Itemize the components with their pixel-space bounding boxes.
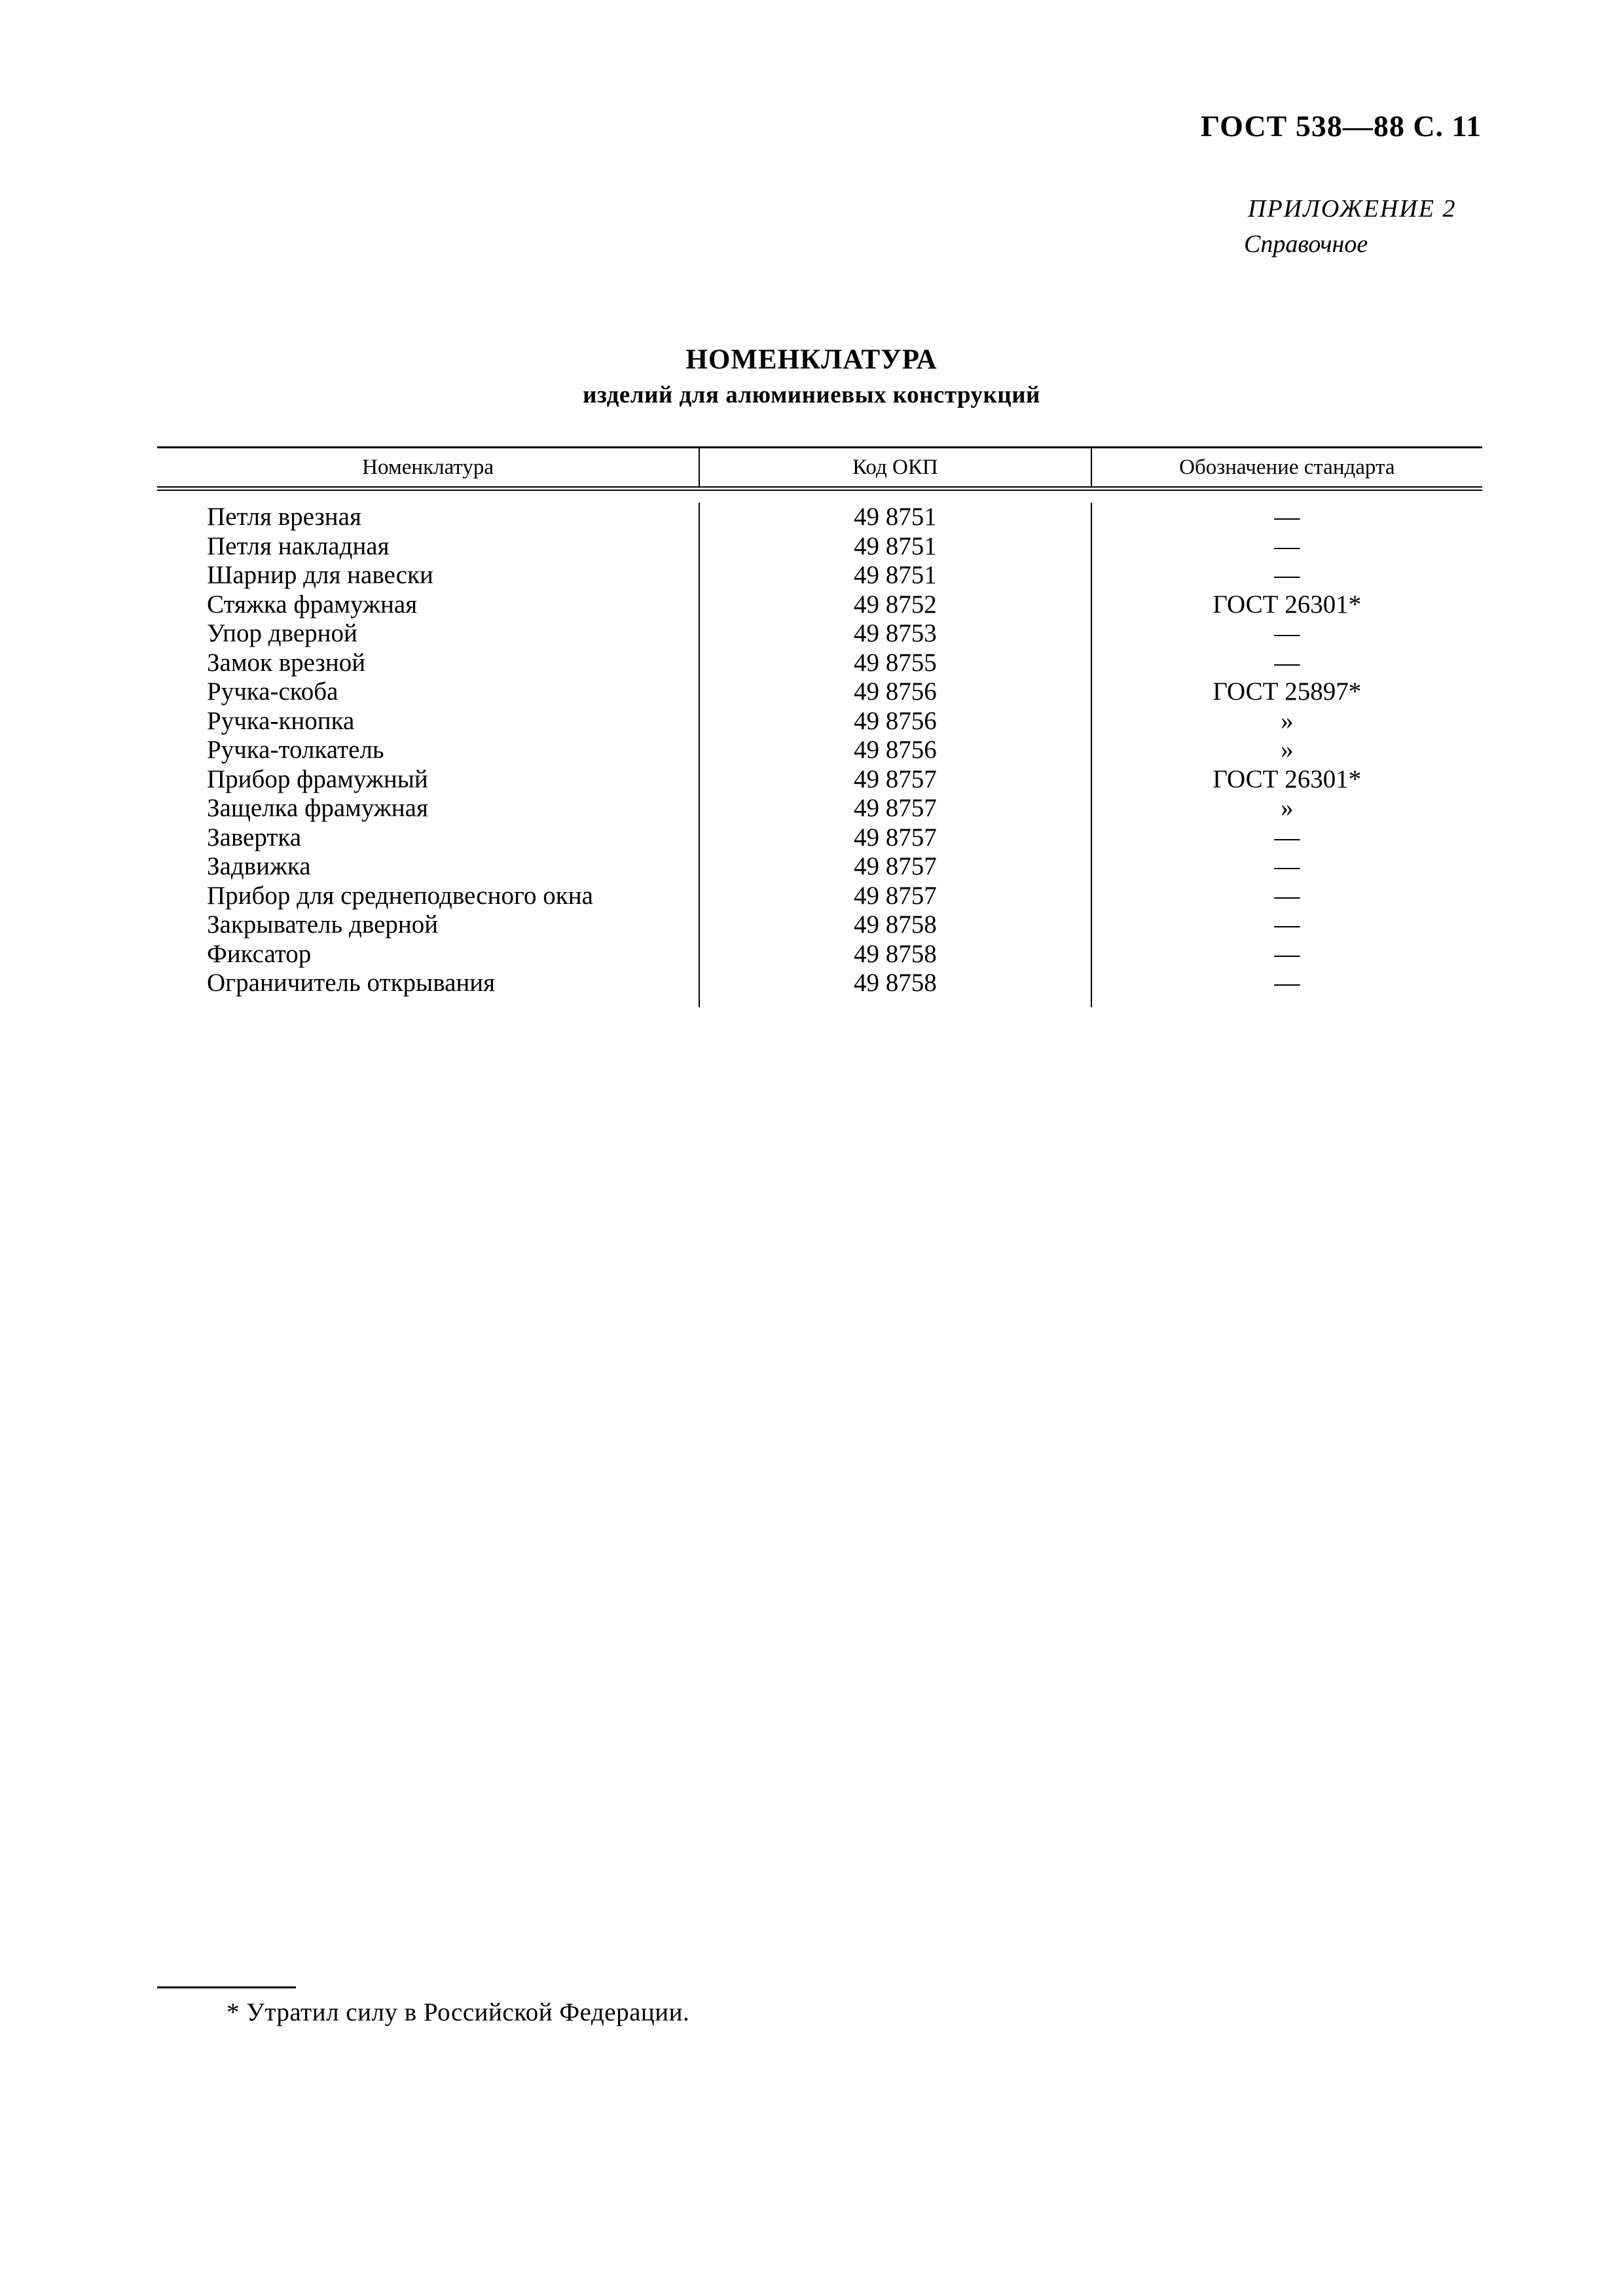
cell-okp-code: 49 8757 — [854, 823, 937, 852]
cell-nomenclature: Стяжка фрамужная — [207, 590, 418, 619]
footnote: * Утратил силу в Российской Федерации. — [227, 1998, 690, 2026]
appendix-number: ПРИЛОЖЕНИЕ 2 — [1248, 195, 1457, 223]
cell-nomenclature: Прибор фрамужный — [207, 764, 428, 793]
cell-nomenclature: Фиксатор — [207, 939, 312, 968]
cell-okp-code: 49 8756 — [854, 677, 937, 706]
cell-standard: — — [1274, 531, 1300, 560]
page-header: ГОСТ 538—88 С. 11 — [1200, 109, 1482, 143]
cell-okp-code: 49 8755 — [854, 648, 937, 677]
cell-nomenclature: Ручка-кнопка — [207, 706, 355, 735]
cell-standard: ГОСТ 25897* — [1213, 677, 1362, 706]
cell-okp-code: 49 8751 — [854, 561, 937, 589]
cell-nomenclature: Прибор для среднеподвесного окна — [207, 881, 593, 910]
document-subtitle: изделий для алюминиевых конструкций — [583, 382, 1040, 408]
cell-nomenclature: Задвижка — [207, 852, 311, 880]
cell-standard: — — [1274, 939, 1300, 968]
column-header-okp-code: Код ОКП — [699, 448, 1090, 486]
cell-nomenclature: Ручка-толкатель — [207, 736, 384, 764]
document-title: НОМЕНКЛАТУРА — [685, 344, 938, 375]
table-header-row — [157, 448, 1482, 486]
footnote-rule — [157, 1986, 296, 1988]
cell-okp-code: 49 8751 — [854, 531, 937, 560]
cell-okp-code: 49 8758 — [854, 969, 937, 997]
cell-nomenclature: Упор дверной — [207, 619, 357, 647]
cell-okp-code: 49 8752 — [854, 590, 937, 619]
cell-okp-code: 49 8758 — [854, 910, 937, 939]
cell-okp-code: 49 8756 — [854, 736, 937, 764]
cell-nomenclature: Ограничитель открывания — [207, 969, 496, 997]
cell-standard: — — [1274, 648, 1300, 677]
appendix-label — [1244, 191, 1457, 262]
title-block — [0, 342, 1623, 412]
cell-okp-code: 49 8751 — [854, 503, 937, 531]
column-okp-code — [699, 503, 1090, 1007]
column-nomenclature — [157, 503, 699, 1007]
cell-nomenclature: Ручка-скоба — [207, 677, 338, 706]
column-header-standard: Обозначение стандарта — [1091, 448, 1482, 486]
cell-okp-code: 49 8757 — [854, 764, 937, 793]
cell-okp-code: 49 8757 — [854, 852, 937, 880]
nomenclature-table — [157, 446, 1482, 1007]
table-body — [157, 491, 1482, 1007]
cell-nomenclature: Шарнир для навески — [207, 561, 433, 589]
appendix-kind: Справочное — [1244, 230, 1368, 258]
cell-standard: » — [1281, 736, 1294, 764]
cell-okp-code: 49 8756 — [854, 706, 937, 735]
cell-standard: — — [1274, 619, 1300, 647]
cell-standard: ГОСТ 26301* — [1213, 590, 1362, 619]
cell-standard: — — [1274, 969, 1300, 997]
cell-nomenclature: Петля врезная — [207, 503, 361, 531]
cell-standard: — — [1274, 852, 1300, 880]
cell-okp-code: 49 8758 — [854, 939, 937, 968]
cell-nomenclature: Защелка фрамужная — [207, 794, 428, 822]
table-header-rule — [157, 486, 1482, 491]
cell-standard: » — [1281, 794, 1294, 822]
cell-nomenclature: Замок врезной — [207, 648, 366, 677]
cell-nomenclature: Завертка — [207, 823, 302, 852]
cell-nomenclature: Закрыватель дверной — [207, 910, 439, 939]
column-standard — [1091, 503, 1482, 1007]
cell-standard: — — [1274, 823, 1300, 852]
cell-okp-code: 49 8757 — [854, 794, 937, 822]
cell-standard: — — [1274, 910, 1300, 939]
cell-standard: ГОСТ 26301* — [1213, 764, 1362, 793]
cell-standard: — — [1274, 561, 1300, 589]
cell-standard: — — [1274, 503, 1300, 531]
cell-okp-code: 49 8757 — [854, 881, 937, 910]
cell-nomenclature: Петля накладная — [207, 531, 390, 560]
cell-standard: » — [1281, 706, 1294, 735]
column-header-nomenclature: Номенклатура — [362, 455, 494, 479]
cell-okp-code: 49 8753 — [854, 619, 937, 647]
cell-standard: — — [1274, 881, 1300, 910]
